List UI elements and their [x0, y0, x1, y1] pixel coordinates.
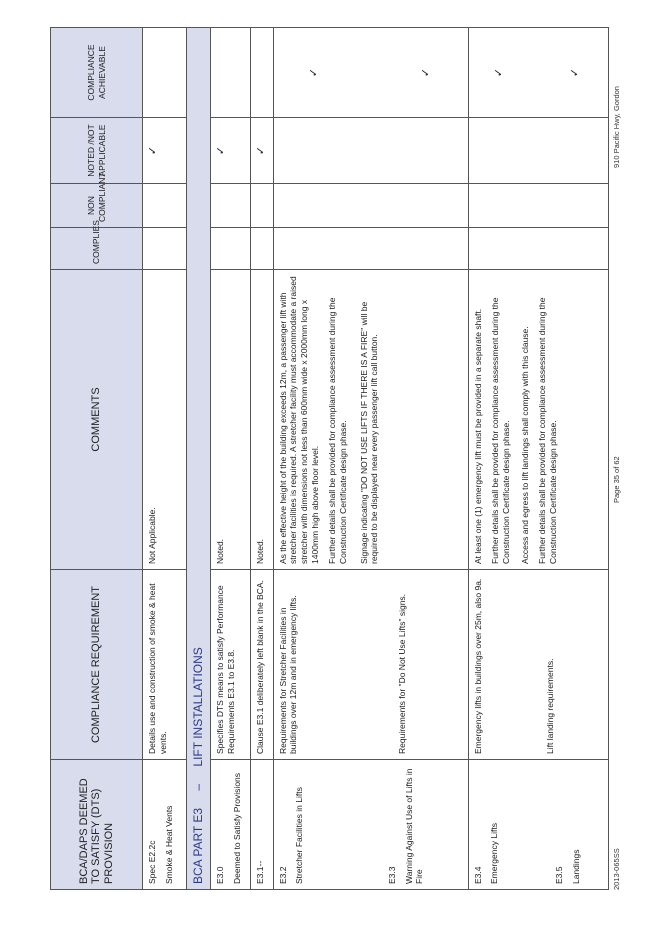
- provision-name: Stretcher Facilities in Lifts: [294, 787, 305, 884]
- requirement-cell: [273, 570, 468, 760]
- non-compliant-cell: [251, 184, 274, 228]
- provision-code: E3.4: [472, 866, 483, 884]
- non-compliant-cell: [468, 184, 608, 228]
- check-icon: ✓: [255, 145, 267, 156]
- compliance-table: [50, 27, 609, 890]
- header-row: [51, 28, 143, 890]
- provision-cell: [211, 760, 251, 890]
- achievable-cell: [143, 28, 187, 118]
- provision-code: E3.2: [277, 866, 288, 884]
- non-compliant-cell: [143, 184, 187, 228]
- requirement-cell: Specifies DTS means to satisfy Performance Requirements E3.1 to E3.8.: [211, 570, 251, 760]
- table-row-spec-e2-2c: [143, 28, 187, 890]
- header-noted: NOTED /NOT APPLICABLE: [51, 118, 143, 184]
- non-compliant-cell: [211, 184, 251, 228]
- complies-cell: [468, 228, 608, 270]
- requirement-cell: Details use and construction of smoke & heat vents.: [143, 570, 187, 760]
- check-icon: ✓: [419, 67, 432, 78]
- achievable-cell: [251, 28, 274, 118]
- footer-page-number: Page 35 of 62: [612, 456, 621, 503]
- provision-name: Smoke & Heat Vents: [163, 805, 174, 884]
- complies-cell: [273, 228, 468, 270]
- provision-cell: [468, 760, 608, 890]
- header-achievable: COMPLIANCE ACHIEVABLE: [51, 28, 143, 118]
- noted-cell: [273, 118, 468, 184]
- provision-cell: [143, 760, 187, 890]
- provision-cell: [273, 760, 468, 890]
- header-requirement: COMPLIANCE REQUIREMENT: [51, 570, 143, 760]
- header-provision: BCA/DAPS DEEMED TO SATISFY (DTS) PROVISION: [51, 760, 143, 890]
- provision-cell: [251, 760, 274, 890]
- provision-code: E3.5: [554, 866, 564, 884]
- non-compliant-cell: [273, 184, 468, 228]
- noted-cell: [143, 118, 187, 184]
- check-icon: ✓: [568, 67, 581, 78]
- provision-name: Emergency Lifts: [489, 823, 500, 884]
- comment-text: Signage indicating "DO NOT USE LIFTS IF THERE IS A FIRE" will be required to be displayed near every passenger lift call button.: [358, 301, 380, 564]
- section-code: BCA PART E3: [191, 807, 205, 884]
- requirement-cell: Clause E3.1 deliberately left blank in the BCA.: [251, 570, 274, 760]
- section-row: [187, 28, 211, 890]
- comments-cell: Noted.: [251, 270, 274, 570]
- section-dash: –: [191, 783, 205, 791]
- provision-name: Deemed to Satisfy Provisions: [231, 772, 242, 884]
- comment-text: As the effective height of the building exceeds 12m, a passenger lift with stretcher facilities is required. A stretcher facility must accommodate a raised stretcher with dimensions not less than 600mm wide x 2000mm long x 1400mm high above floor level.: [277, 276, 320, 564]
- table-row-e3-4-e3-5: [468, 28, 608, 890]
- header-non-compliant: NON COMPLIANT: [51, 184, 143, 228]
- achievable-cell: [273, 28, 468, 118]
- comment-text: Further details shall be provided for compliance assessment during the Construction Certificate design phase.: [537, 297, 558, 564]
- achievable-cell: [211, 28, 251, 118]
- comment-text: At least one (1) emergency lift must be provided in a separate shaft.: [472, 308, 483, 564]
- requirement-text: Requirements for "Do Not Use Lifts" signs.: [397, 593, 407, 754]
- provision-code: E3.3: [387, 866, 397, 884]
- comment-text: Access and egress to lift landings shall comply with this clause.: [519, 326, 530, 564]
- header-complies: COMPLIES: [51, 228, 143, 270]
- complies-cell: [251, 228, 274, 270]
- section-heading: [187, 28, 211, 890]
- check-icon: ✓: [492, 67, 505, 78]
- complies-cell: [211, 228, 251, 270]
- section-title: LIFT INSTALLATIONS: [191, 647, 205, 767]
- check-icon: ✓: [307, 67, 320, 78]
- header-comments: COMMENTS: [51, 270, 143, 570]
- comments-cell: [273, 270, 468, 570]
- footer-reference: 2013-065SS: [612, 848, 621, 890]
- provision-code: E3.0: [215, 866, 225, 884]
- requirement-text: Requirements for Stretcher Facilities in buildings over 12m and in emergency lifts.: [277, 595, 299, 754]
- requirement-cell: [468, 570, 608, 760]
- comments-cell: [468, 270, 608, 570]
- noted-cell: [468, 118, 608, 184]
- comments-cell: Noted.: [211, 270, 251, 570]
- requirement-text: Lift landing requirements.: [545, 658, 556, 754]
- complies-cell: [143, 228, 187, 270]
- noted-cell: [251, 118, 274, 184]
- achievable-cell: [468, 28, 608, 118]
- table-row-e3-2-e3-3: [273, 28, 468, 890]
- footer-address: 910 Pacific Hwy, Gordon: [612, 86, 621, 168]
- provision-code: E3.1--: [255, 860, 265, 884]
- comments-cell: Not Applicable.: [143, 270, 187, 570]
- comment-text: Further details shall be provided for compliance assessment during the Construction Certificate design phase.: [490, 297, 511, 564]
- check-icon: ✓: [147, 145, 159, 156]
- table-row-e3-0: [211, 28, 251, 890]
- provision-code: Spec E2.2c: [147, 840, 157, 884]
- table-row-e3-1: [251, 28, 274, 890]
- provision-name: Landings: [570, 849, 581, 884]
- provision-name: Warning Against Use of Lifts in Fire: [403, 768, 425, 884]
- comment-text: Further details shall be provided for compliance assessment during the Construction Certificate design phase.: [327, 297, 348, 564]
- noted-cell: [211, 118, 251, 184]
- check-icon: ✓: [215, 145, 227, 156]
- requirement-text: Emergency lifts in buildings over 25m, also 9a.: [472, 578, 483, 754]
